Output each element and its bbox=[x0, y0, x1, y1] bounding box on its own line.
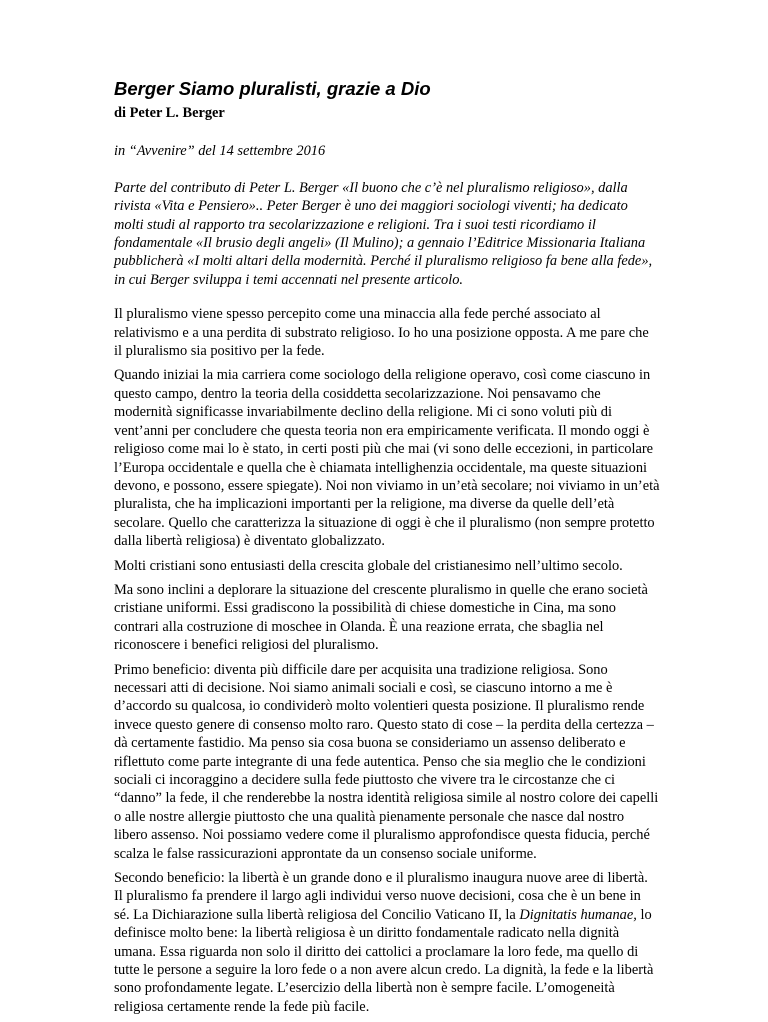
paragraph-6-end: lo definisce molto bene: la libertà religiosa è un diritto fondamentale radicato nella dignità umana. Essa riguarda non solo il diritto dei cattolici a proclamare la loro fede, ma quello di tutte le persone a seguire la loro fede o a non avere alcun credo. La dignità, la fede e la libertà sono profondamente legate. L’esercizio della libertà non è sempre facile. L’omogeneità religiosa certamente rende la fede più facile. bbox=[114, 906, 654, 1015]
paragraph-1: Il pluralismo viene spesso percepito come una minaccia alla fede perché associato al relativismo e a una perdita di substrato religioso. Io ho una posizione opposta. A me pare che il pluralismo sia positivo per la fede. bbox=[114, 306, 649, 360]
paragraph-2: Quando iniziai la mia carriera come sociologo della religione operavo, così come ciascuno in questo campo, dentro la teoria della cosiddetta secolarizzazione. Noi pensavamo che modernità significasse invariabilmente declino della religione. Mi ci sono voluti più di vent’anni per concludere che questa teoria non era empiricamente verificata. Il mondo oggi è religioso come mai lo è stato, in certi posti più che mai (vi sono delle eccezioni, in particolare l’Europa occidentale e quella che è chiamata intellighenzia occidentale, ma queste situazioni devono, e possono, essere spiegate). Noi non viviamo in un’età secolare; noi viviamo in un’età pluralista, che ha implicazioni importanti per la religione, ma diverse da quelle dell’età secolare. Quello che caratterizza la situazione di oggi è che il pluralismo (non sempre protetto dalla libertà religiosa) è diventato globalizzato. bbox=[114, 367, 660, 550]
paragraph-5: Primo beneficio: diventa più difficile dare per acquisita una tradizione religiosa. Sono necessari atti di decisione. Noi siamo animali sociali e così, se ciascuno intorno a me è d’accordo su qualcosa, io condividerò molto volentieri questa posizione. Il pluralismo rende invece questo genere di consenso molto raro. Questo stato di cose – la perdita della certezza – dà certamente fastidio. Ma penso sia cosa buona se consideriamo un assenso deliberato e riflettuto come parte integrante di una fede autentica. Penso che sia meglio che le condizioni sociali ci incoraggino a decidere sulla fede piuttosto che vivere tra le circostanze che ci “danno” la fede, il che renderebbe la nostra identità religiosa simile al nostro colore dei capelli o alle nostre allergie piuttosto che una qualità pienamente personale che nasce dal nostro libero assenso. Noi possiamo vedere come il pluralismo approfondisce questa fiducia, perché scalza le false rassicurazioni approntate da un consenso sociale uniforme. bbox=[114, 661, 659, 862]
article-source: in “Avvenire” del 14 settembre 2016 bbox=[114, 143, 326, 160]
article-author: di Peter L. Berger bbox=[114, 105, 225, 121]
paragraph-6-start: Secondo beneficio: la libertà è un grande dono e il pluralismo inaugura nuove aree di libertà. Il pluralismo fa prendere il largo agli individui verso nuove decisioni, cosa che è un bene in sé. La Dichiarazione sulla libertà religiosa del Concilio Vaticano II, la bbox=[114, 870, 648, 923]
document-title-reference: Dignitatis humanae, bbox=[519, 906, 637, 923]
article-title: Berger Siamo pluralisti, grazie a Dio bbox=[114, 78, 431, 99]
paragraph-4: Ma sono inclini a deplorare la situazione del crescente pluralismo in quelle che erano società cristiane uniformi. Essi gradiscono la possibilità di chiese domestiche in Cina, ma sono contrari alla costruzione di moschee in Olanda. È una reazione errata, che sbaglia nel riconoscere i benefici religiosi del pluralismo. bbox=[114, 581, 648, 654]
paragraph-3: Molti cristiani sono entusiasti della crescita globale del cristianesimo nell’ultimo secolo. bbox=[114, 557, 623, 574]
article-intro: Parte del contributo di Peter L. Berger «Il buono che c’è nel pluralismo religioso», dalla rivista «Vita e Pensiero».. Peter Berger è uno dei maggiori sociologi viventi; ha dedicato molti studi al rapporto tra secolarizzazione e religioni. Tra i suoi testi ricordiamo il fondamentale «Il brusio degli angeli» (Il Mulino); a gennaio l’Editrice Missionaria Italiana pubblicherà «I molti altari della modernità. Perché il pluralismo religioso fa bene alla fede», in cui Berger sviluppa i temi accennati nel presente articolo. bbox=[114, 179, 653, 288]
article-page bbox=[114, 78, 660, 1022]
paragraph-6 bbox=[114, 869, 660, 1016]
